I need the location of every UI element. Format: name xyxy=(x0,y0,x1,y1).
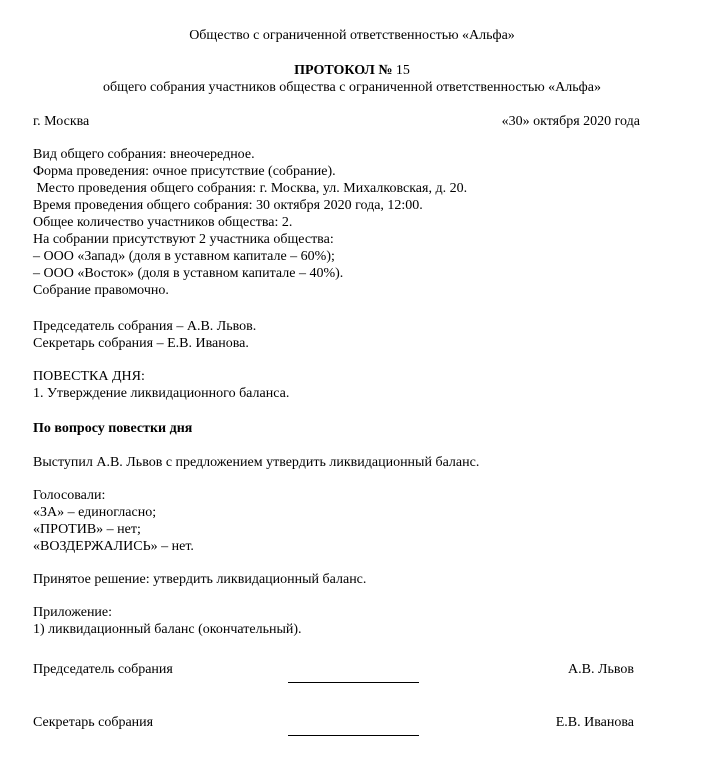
protocol-subtitle: общего собрания участников общества с ограниченной ответственностью «Альфа» xyxy=(103,80,601,95)
meeting-line: Форма проведения: очное присутствие (собрание). xyxy=(33,164,336,179)
attachment-title: Приложение: xyxy=(33,605,113,620)
protocol-number: 15 xyxy=(395,63,410,78)
meeting-line: Собрание правомочно. xyxy=(33,283,169,298)
vote-against: «ПРОТИВ» – нет; xyxy=(33,522,141,537)
city: г. Москва xyxy=(33,114,90,129)
agenda-title: ПОВЕСТКА ДНЯ: xyxy=(33,369,145,384)
meeting-line: – ООО «Запад» (доля в уставном капитале – 60%); xyxy=(33,249,335,264)
vote-for: «ЗА» – единогласно; xyxy=(33,505,157,520)
chair-signature-role: Председатель собрания xyxy=(33,662,173,677)
meeting-line: – ООО «Восток» (доля в уставном капитале – 40%). xyxy=(33,266,344,281)
protocol-title xyxy=(0,62,704,79)
protocol-label: ПРОТОКОЛ № xyxy=(294,63,393,78)
secretary-line: Секретарь собрания – Е.В. Иванова. xyxy=(33,336,249,351)
meeting-line: Вид общего собрания: внеочередное. xyxy=(33,147,255,162)
secretary-signature-role: Секретарь собрания xyxy=(33,715,154,730)
chair-signature-name: А.В. Львов xyxy=(568,662,634,677)
org-name: Общество с ограниченной ответственностью «Альфа» xyxy=(189,28,515,43)
meeting-date: «30» октября 2020 года xyxy=(501,114,640,129)
chair-signature-line xyxy=(288,682,419,683)
meeting-line: Время проведения общего собрания: 30 октября 2020 года, 12:00. xyxy=(33,198,423,213)
attachment-item: 1) ликвидационный баланс (окончательный). xyxy=(33,622,302,637)
decision: Принятое решение: утвердить ликвидационный баланс. xyxy=(33,572,367,587)
secretary-signature-name: Е.В. Иванова xyxy=(555,715,634,730)
meeting-line: На собрании присутствуют 2 участника общества: xyxy=(33,232,334,247)
vote-abstain: «ВОЗДЕРЖАЛИСЬ» – нет. xyxy=(33,539,194,554)
secretary-signature-line xyxy=(288,735,419,736)
meeting-line: Общее количество участников общества: 2. xyxy=(33,215,293,230)
agenda-item: 1. Утверждение ликвидационного баланса. xyxy=(33,386,290,401)
voting-title: Голосовали: xyxy=(33,488,106,503)
chair-line: Председатель собрания – А.В. Львов. xyxy=(33,319,257,334)
discussion-speech: Выступил А.В. Львов с предложением утвердить ликвидационный баланс. xyxy=(33,455,480,470)
discussion-heading: По вопросу повестки дня xyxy=(33,421,193,436)
meeting-line: Место проведения общего собрания: г. Москва, ул. Михалковская, д. 20. xyxy=(33,181,468,196)
